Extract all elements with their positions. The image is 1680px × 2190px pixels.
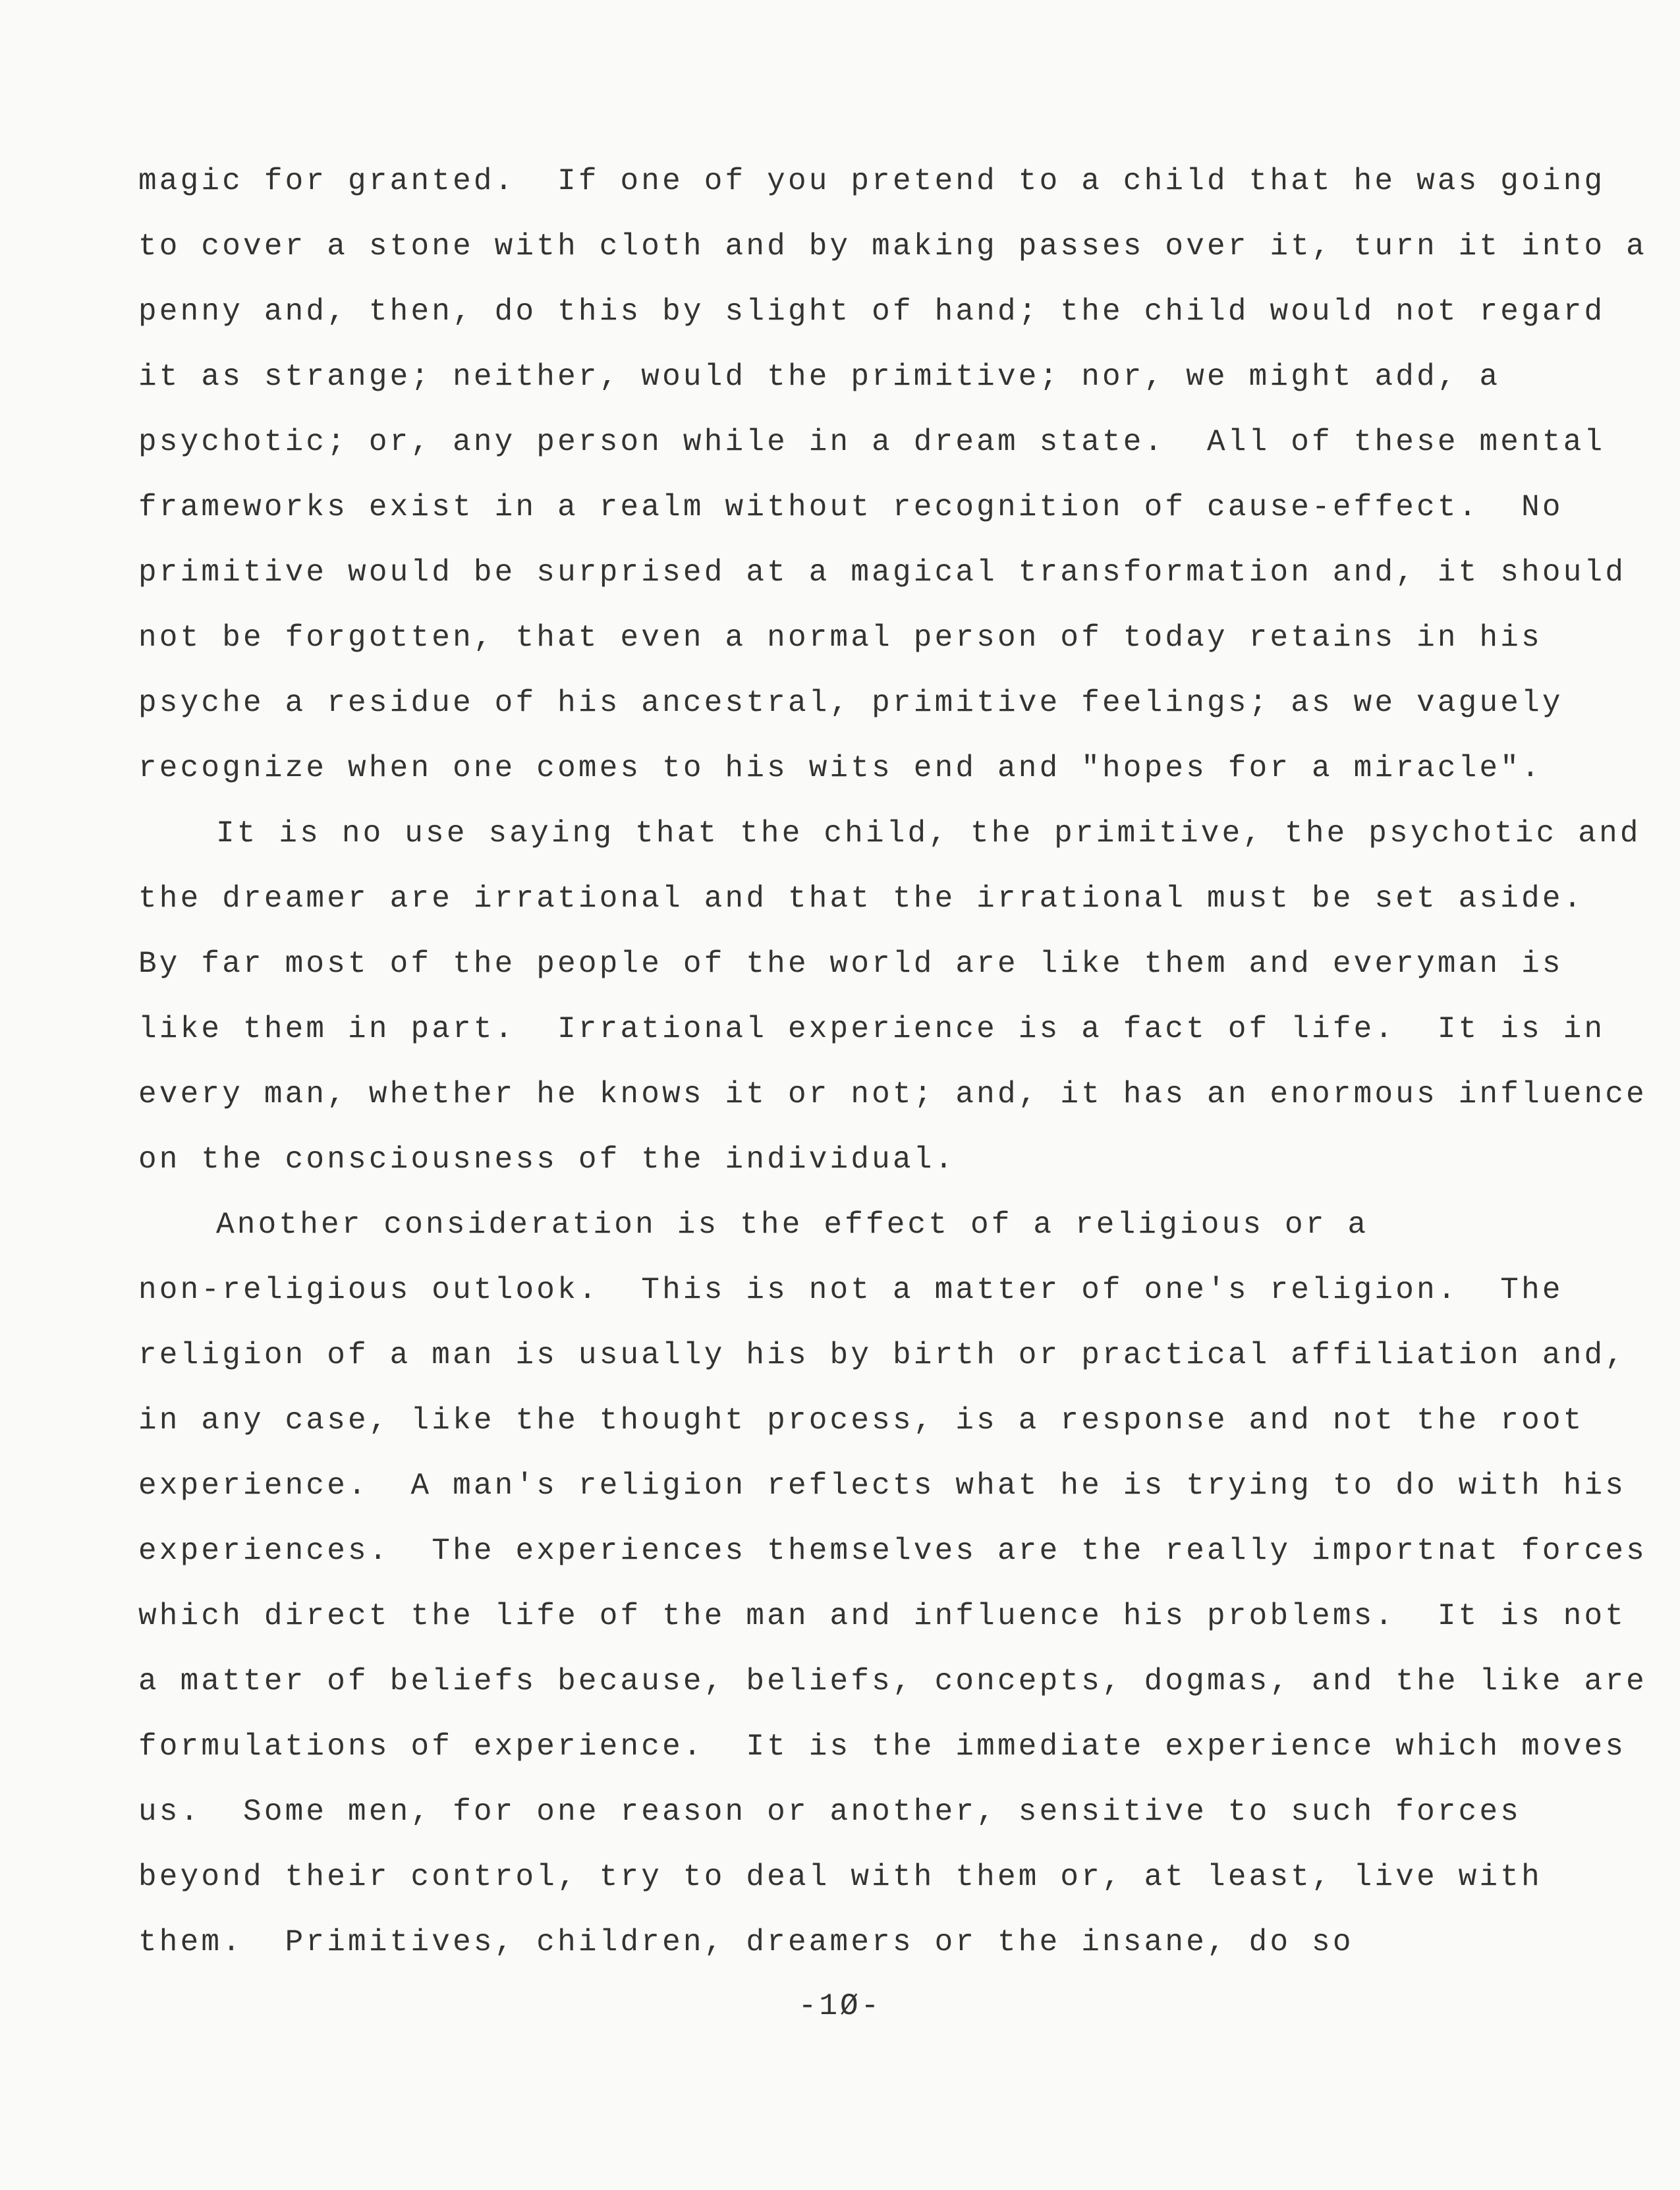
text-line: not be forgotten, that even a normal person of today retains in his [138, 621, 1542, 655]
text-line: beyond their control, try to deal with them or, at least, live with [138, 1860, 1542, 1894]
text-line: magic for granted. If one of you pretend to a child that he was going [138, 164, 1606, 198]
text-line: psychotic; or, any person while in a dream state. All of these mental [138, 425, 1606, 459]
text-line: on the consciousness of the individual. [138, 1142, 956, 1177]
text-line: non-religious outlook. This is not a matter of one's religion. The [138, 1273, 1563, 1307]
paragraph-start-line: It is no use saying that the child, the primitive, the psychotic and [216, 816, 1641, 851]
text-line: a matter of beliefs because, beliefs, concepts, dogmas, and the like are [138, 1664, 1647, 1699]
text-line: religion of a man is usually his by birth or practical affiliation and, [138, 1338, 1627, 1372]
page-number: -1Ø- [798, 1989, 882, 2023]
text-line: psyche a residue of his ancestral, primitive feelings; as we vaguely [138, 686, 1563, 720]
body-text [138, 158, 1647, 1984]
text-line: it as strange; neither, would the primitive; nor, we might add, a [138, 360, 1501, 394]
text-line: us. Some men, for one reason or another, sensitive to such forces [138, 1795, 1522, 1829]
text-line: to cover a stone with cloth and by making passes over it, turn it into a [138, 229, 1647, 264]
text-line: experience. A man's religion reflects what he is trying to do with his [138, 1469, 1627, 1503]
paragraph-start-line: Another consideration is the effect of a religious or a [216, 1208, 1369, 1242]
text-line: every man, whether he knows it or not; and, it has an enormous influence [138, 1077, 1647, 1111]
text-line: in any case, like the thought process, is a response and not the root [138, 1403, 1584, 1438]
text-line: like them in part. Irrational experience is a fact of life. It is in [138, 1012, 1606, 1046]
text-line: primitive would be surprised at a magical transformation and, it should [138, 555, 1627, 590]
text-line: experiences. The experiences themselves are the really importnat forces [138, 1534, 1647, 1568]
text-line: frameworks exist in a realm without recognition of cause-effect. No [138, 490, 1563, 524]
text-line: formulations of experience. It is the immediate experience which moves [138, 1729, 1627, 1764]
text-line: recognize when one comes to his wits end and "hopes for a miracle". [138, 751, 1542, 785]
text-line: the dreamer are irrational and that the irrational must be set aside. [138, 882, 1584, 916]
text-line: By far most of the people of the world are like them and everyman is [138, 947, 1563, 981]
text-line: penny and, then, do this by slight of hand; the child would not regard [138, 295, 1606, 329]
text-line: which direct the life of the man and influence his problems. It is not [138, 1599, 1627, 1633]
text-line: them. Primitives, children, dreamers or the insane, do so [138, 1925, 1354, 1959]
